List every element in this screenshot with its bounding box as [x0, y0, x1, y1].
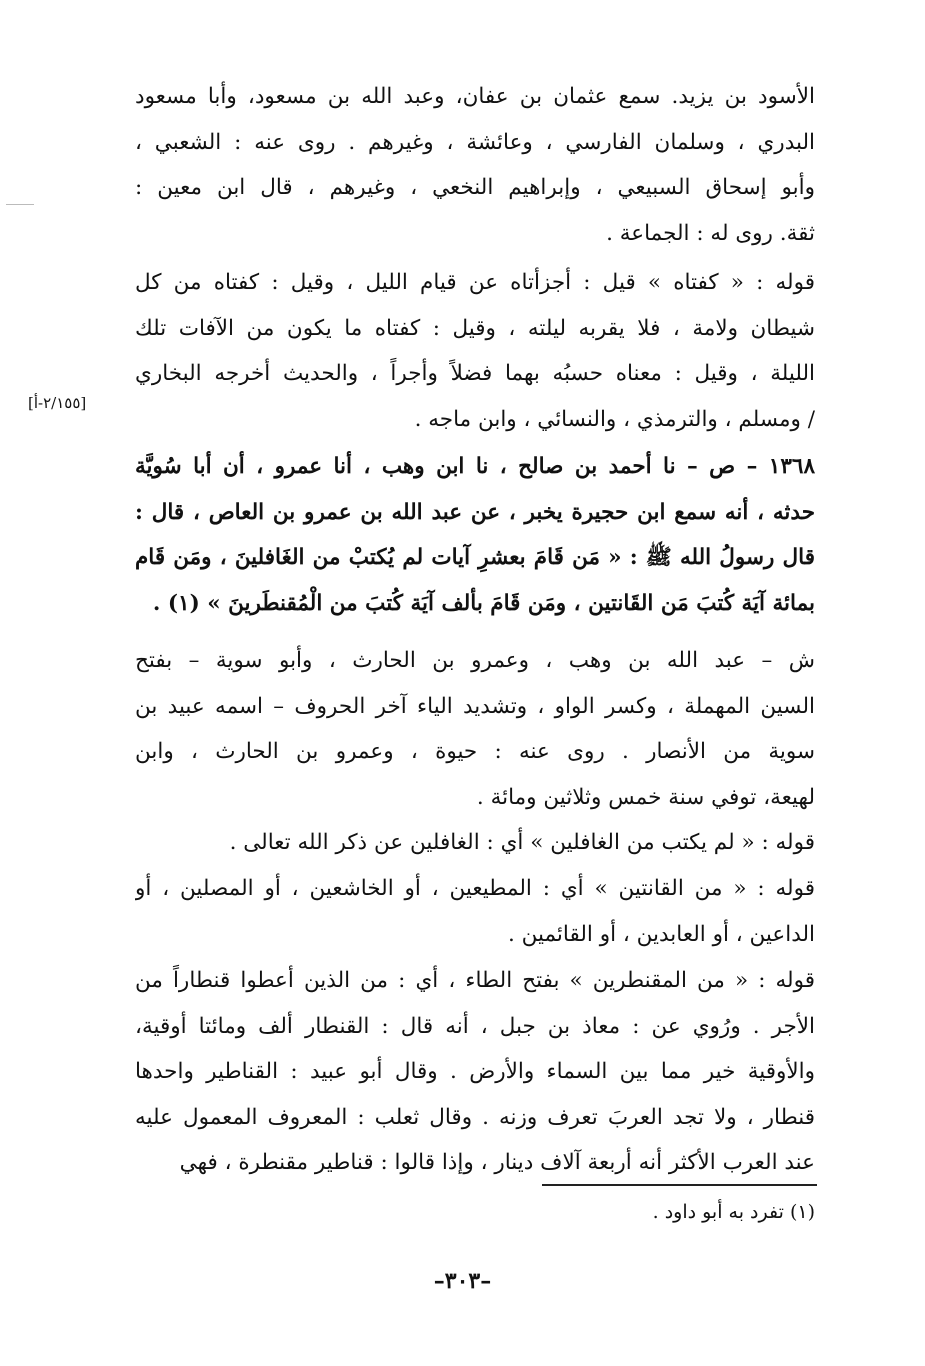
paragraph-p4 [135, 638, 815, 820]
paragraph-p5 [135, 820, 815, 866]
text-line: قنطار ، ولا تجد العربَ تعرف وزنه . وقال ثعلب : المعروف المعمول عليه [135, 1104, 815, 1130]
footnote-separator [542, 1184, 817, 1186]
text-line: ثقة. روى له : الجماعة . [606, 220, 815, 246]
margin-reference: [٢/١٥٥-أ] [28, 394, 87, 412]
text-line: ١٣٦٨ – ص – نا أحمد بن صالح ، نا ابن وهب ، أنا عمرو ، أن أبا سُويَّة [135, 454, 815, 479]
text-line: / ومسلم ، والترمذي ، والنسائي ، وابن ماجه . [414, 406, 815, 432]
text-line: ش – عبد الله بن وهب ، وعمرو بن الحارث ، وأبو سوية – بفتح [135, 648, 815, 673]
page-number: –٣٠٣– [433, 1268, 492, 1294]
text-line: وأبو إسحاق السبيعي ، وإبراهيم النخعي ، وغيرهم ، قال ابن معين : [135, 175, 815, 200]
text-line: حدثه ، أنه سمع ابن حجيرة يخبر ، عن عبد الله بن عمرو بن العاص ، قال : [135, 499, 815, 525]
text-line: شيطان ولامة ، فلا يقربه ليلته ، وقيل : كفتاه ما يكون من الآفات تلك [135, 315, 815, 341]
text-line: الليلة ، وقيل : معناه حسبُه بهما فضلاً وأجراً ، والحديث أخرجه البخاري [135, 361, 815, 386]
text-line: عند العرب الأكثر أنه أربعة آلاف دينار ، وإذا قالوا : قناطير مقنطرة ، فهي [179, 1150, 815, 1175]
text-line: سوية من الأنصار . روى عنه : حيوة ، وعمرو بن الحارث ، وابن [135, 739, 815, 764]
text-line: لهيعة، توفي سنة خمس وثلاثين ومائة . [476, 784, 815, 810]
text-line: والأوقية خير مما بين السماء والأرض . وقال أبو عبيد : القناطير واحدها [135, 1059, 815, 1084]
text-line: السين المهملة ، وكسر الواو ، وتشديد الياء آخر الحروف – اسمه عبيد بن [135, 693, 815, 719]
paragraph-p2 [135, 260, 815, 442]
text-line: الداعين ، أو العابدين ، أو القائمين . [507, 921, 815, 947]
text-line: قوله : « من القانتين » أي : المطيعين ، أو الخاشعين ، أو المصلين ، أو [135, 876, 815, 901]
footnote: (١) تفرد به أبو داود . [652, 1201, 815, 1223]
text-line: قوله : « كفتاه » قيل : أجزأتاه عن قيام الليل ، وقيل : كفتاه من كل [135, 270, 815, 295]
paragraph-p1 [135, 74, 815, 256]
text-line: قوله : « من المقنطرين » بفتح الطاء ، أي : من الذين أعطوا قنطاراً من [135, 968, 815, 993]
text-line: قال رسولُ الله ﷺ : « مَن قَامَ بعشرِ آيات لم يُكتبْ من الغَافلينَ ، ومَن قَام [135, 545, 815, 570]
text-line: الأسود بن يزيد. سمع عثمان بن عفان، وعبد الله بن مسعود، وأبا مسعود [135, 84, 815, 109]
text-line: الأجر . ورُوي عن : معاذ بن جبل ، أنه قال : القنطار ألف ومائتا أوقية، [135, 1013, 815, 1039]
text-line: البدري ، وسلمان الفارسي ، وعائشة ، وغيرهم . روى عنه : الشعبي ، [135, 129, 815, 155]
paragraph-p3 [135, 444, 815, 626]
scan-mark [6, 204, 34, 205]
paragraph-p6 [135, 866, 815, 957]
paragraph-p7 [135, 958, 815, 1186]
text-line: قوله : « لم يكتب من الغافلين » أي : الغافلين عن ذكر الله تعالى . [229, 830, 815, 855]
text-line: بمائة آيَة كُتبَ مَن القَانتين ، ومَن قَامَ بألف آيَة كُتبَ من الْمُقنطَرينَ » (١) . [152, 590, 815, 616]
